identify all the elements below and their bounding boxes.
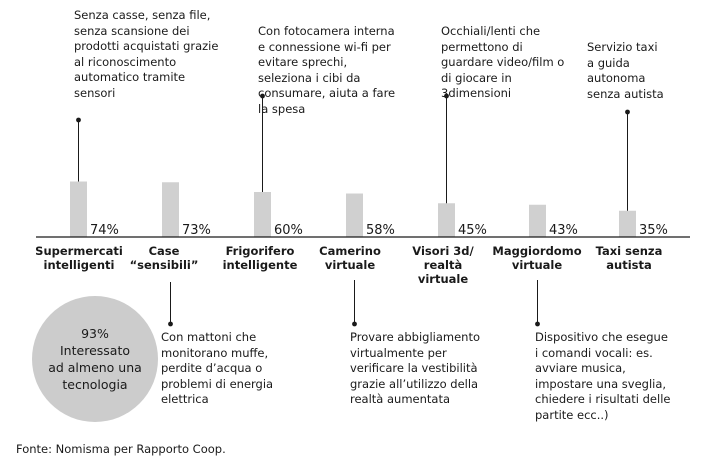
value-label-4: 58% <box>366 223 395 238</box>
bar-4 <box>346 194 363 238</box>
value-label-1: 74% <box>90 223 119 238</box>
bar-1 <box>70 182 87 238</box>
category-label-1: Supermercati intelligenti <box>35 244 123 272</box>
bar-3 <box>254 192 271 237</box>
category-label-2: Case “sensibili” <box>129 244 199 272</box>
leader-dot-2 <box>168 322 173 327</box>
bar-2 <box>162 182 179 237</box>
leader-dot-1 <box>76 118 81 123</box>
summary-value: 93% <box>81 326 109 341</box>
description-top-5: Occhiali/lenti che permettono di guardare video/film o di giocare in 3dimensioni <box>441 24 565 101</box>
bar-5 <box>438 203 455 237</box>
summary-circle <box>32 296 158 422</box>
bar-6 <box>529 205 546 237</box>
category-label-5: Visori 3d/ realtà virtuale <box>412 244 474 286</box>
leader-dot-4 <box>352 322 357 327</box>
description-top-1: Senza casse, senza file, senza scansione dei prodotti acquistati grazie al riconoscimento automatico tramite sensori <box>74 8 219 100</box>
description-bottom-2: Con mattoni che monitorano muffe, perdite d’acqua o problemi di energia elettrica <box>161 330 274 407</box>
summary-text: Interessato ad almeno una tecnologia <box>48 343 142 392</box>
description-bottom-4: Provare abbigliamento virtualmente per verificare la vestibilità grazie all’utilizzo della realtà aumentata <box>350 330 480 407</box>
value-label-5: 45% <box>458 223 487 238</box>
source-note: Fonte: Nomisma per Rapporto Coop. <box>16 442 226 456</box>
description-bottom-6: Dispositivo che esegue i comandi vocali: es. avviare musica, impostare una sveglia, chiedere i risultati delle partite ecc..) <box>535 330 671 422</box>
category-label-4: Camerino virtuale <box>319 244 381 272</box>
value-label-2: 73% <box>182 223 211 238</box>
category-label-6: Maggiordomo virtuale <box>492 244 582 272</box>
description-top-7: Servizio taxi a guida autonoma senza autista <box>587 40 664 101</box>
leader-dot-7 <box>625 110 630 115</box>
description-top-3: Con fotocamera interna e connessione wi-fi per evitare sprechi, seleziona i cibi da consumare, aiuta a fare la spesa <box>258 24 396 116</box>
bar-7 <box>619 211 636 237</box>
value-label-3: 60% <box>274 223 303 238</box>
value-label-7: 35% <box>639 223 668 238</box>
value-label-6: 43% <box>549 223 578 238</box>
leader-dot-6 <box>535 322 540 327</box>
category-label-3: Frigorifero intelligente <box>222 244 298 272</box>
category-label-7: Taxi senza autista <box>595 244 663 272</box>
